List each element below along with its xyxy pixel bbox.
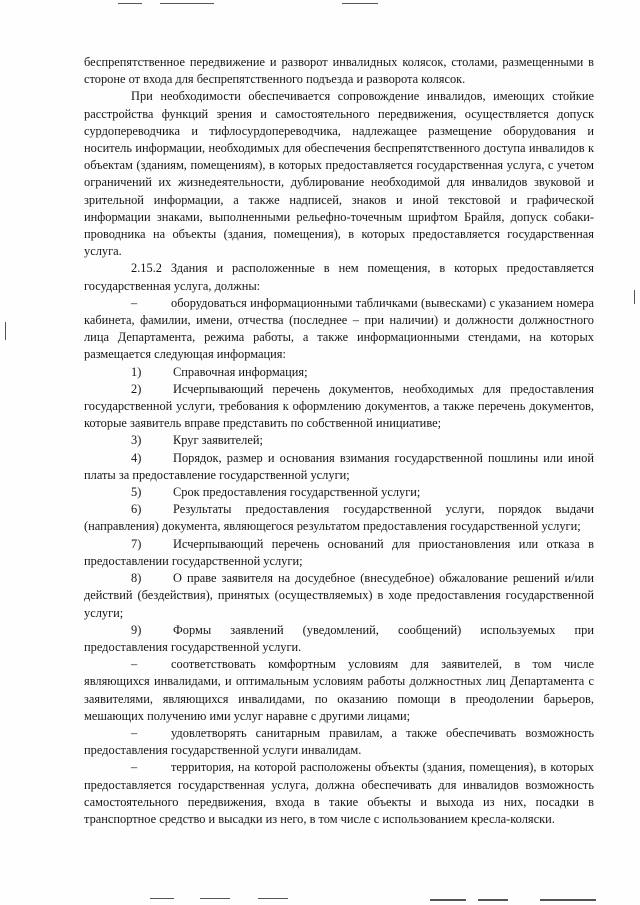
paragraph-continuation: беспрепятственное передвижение и разворот инвалидных колясок, столами, размещенными в стороне от входа для беспрепятственного подъезда и разворота колясок. (84, 55, 594, 87)
list-item-number: 6) (131, 502, 142, 517)
dash-mark: – (131, 295, 138, 310)
list-item (84, 484, 594, 501)
scan-artifact-bottom-1 (150, 898, 174, 899)
dash-item-text: удовлетворять санитарным правилам, а также обеспечивать возможность предоставления государственной услуги инвалидам. (84, 725, 594, 758)
scan-artifact-bottom-2 (200, 898, 230, 899)
list-item-number: 2) (131, 381, 142, 396)
list-item-text: Результаты предоставления государственной услуги, порядок выдачи (направления) документа, являющегося результатом предоставления государственной услуги; (84, 502, 594, 534)
list-item-number: 3) (131, 433, 142, 448)
list-item-text: Исчерпывающий перечень оснований для приостановления или отказа в предоставлении государственной услуги; (84, 536, 594, 568)
list-item-number: 1) (131, 364, 142, 379)
dash-item (84, 656, 594, 725)
dash-mark: – (131, 760, 138, 775)
list-item-number: 8) (131, 571, 142, 586)
dash-mark: – (131, 657, 138, 672)
list-item (84, 622, 594, 656)
list-item (84, 501, 594, 535)
dash-item (84, 759, 594, 828)
list-item-text: Круг заявителей; (173, 433, 263, 448)
list-item-text: Срок предоставления государственной услуги; (173, 485, 421, 500)
document-body (84, 54, 594, 828)
list-item (84, 432, 594, 449)
dash-item-info-signs (84, 295, 594, 364)
list-item (84, 381, 594, 433)
paragraph-accompaniment: При необходимости обеспечивается сопровождение инвалидов, имеющих стойкие расстройства функций зрения и самостоятельного передвижения, осуществляется допуск сурдопереводчика и тифлосурдопереводчика, надлежащее размещение оборудования и носитель информации, необходимых для обеспечения беспрепятственного доступа инвалидов к объектам (зданиям, помещениям), в которых предоставляется государственная услуга, с учетом ограничений их жизнедеятельности, дублирование необходимой для инвалидов звуковой и зрительной информации, а также надписей, знаков и иной текстовой и графической информации знаками, выполненными рельефно-точечным шрифтом Брайля, допуск собаки-проводника на объекты (здания, помещения), в которых предоставляется государственная услуга. (84, 89, 594, 259)
list-item-text: Справочная информация; (173, 364, 308, 379)
list-item (84, 570, 594, 622)
dash-item-text: оборудоваться информационными табличками (вывесками) с указанием номера кабинета, фамилии, имени, отчества (последнее – при наличии) и должности должностного лица Департамента, режима работы, а также информационными стендами, на которых размещается следующая информация: (84, 295, 594, 362)
scan-artifact-bottom-3 (258, 898, 288, 899)
list-item (84, 536, 594, 570)
scan-artifact-top-mid (160, 3, 214, 4)
list-item-text: Формы заявлений (уведомлений, сообщений) используемых при предоставления государственной услуги. (84, 622, 594, 654)
scan-artifact-left-edge (5, 322, 6, 340)
list-item (84, 450, 594, 484)
list-item (84, 364, 594, 381)
scan-artifact-bottom-5 (478, 899, 508, 901)
scan-artifact-right-edge (634, 290, 635, 304)
paragraph-2-15-2: 2.15.2 Здания и расположенные в нем помещения, в которых предоставляется государственная услуга, должны: (84, 261, 594, 293)
list-item-text: Порядок, размер и основания взимания государственной пошлины или иной платы за предоставление государственной услуги; (84, 450, 594, 482)
dash-item (84, 725, 594, 759)
scan-artifact-bottom-4 (430, 899, 466, 901)
scan-artifact-bottom-6 (540, 899, 596, 901)
dash-item-text: территория, на которой расположены объекты (здания, помещения), в которых предоставляется государственная услуга, должна обеспечивать для инвалидов возможность самостоятельного передвижения, входа в такие объекты и выхода из них, посадки в транспортное средство и высадки из него, в том числе с использованием кресла-коляски. (84, 760, 594, 826)
list-item-number: 9) (131, 622, 142, 637)
scan-artifact-top-left (118, 3, 142, 4)
dash-item-text: соответствовать комфортным условиям для заявителей, в том числе являющихся инвалидами, и оптимальным условиям работы должностных лиц Департамента с заявителями, являющихся инвалидами, по оказанию помощи в преодолении барьеров, мешающих получению ими услуг наравне с другими лицами; (84, 657, 594, 723)
dash-mark: – (131, 725, 138, 740)
list-item-number: 4) (131, 450, 142, 465)
list-item-text: О праве заявителя на досудебное (внесудебное) обжалование решений и/или действий (бездействия), принятых (осуществляемых) в ходе предоставления государственной услуги; (84, 571, 594, 620)
list-item-number: 5) (131, 485, 142, 500)
list-item-text: Исчерпывающий перечень документов, необходимых для предоставления государственной услуги, требования к оформлению документов, а также перечень документов, которые заявитель вправе представить по собственной инициативе; (84, 381, 594, 431)
list-item-number: 7) (131, 536, 142, 551)
scan-artifact-top-right (342, 3, 378, 4)
